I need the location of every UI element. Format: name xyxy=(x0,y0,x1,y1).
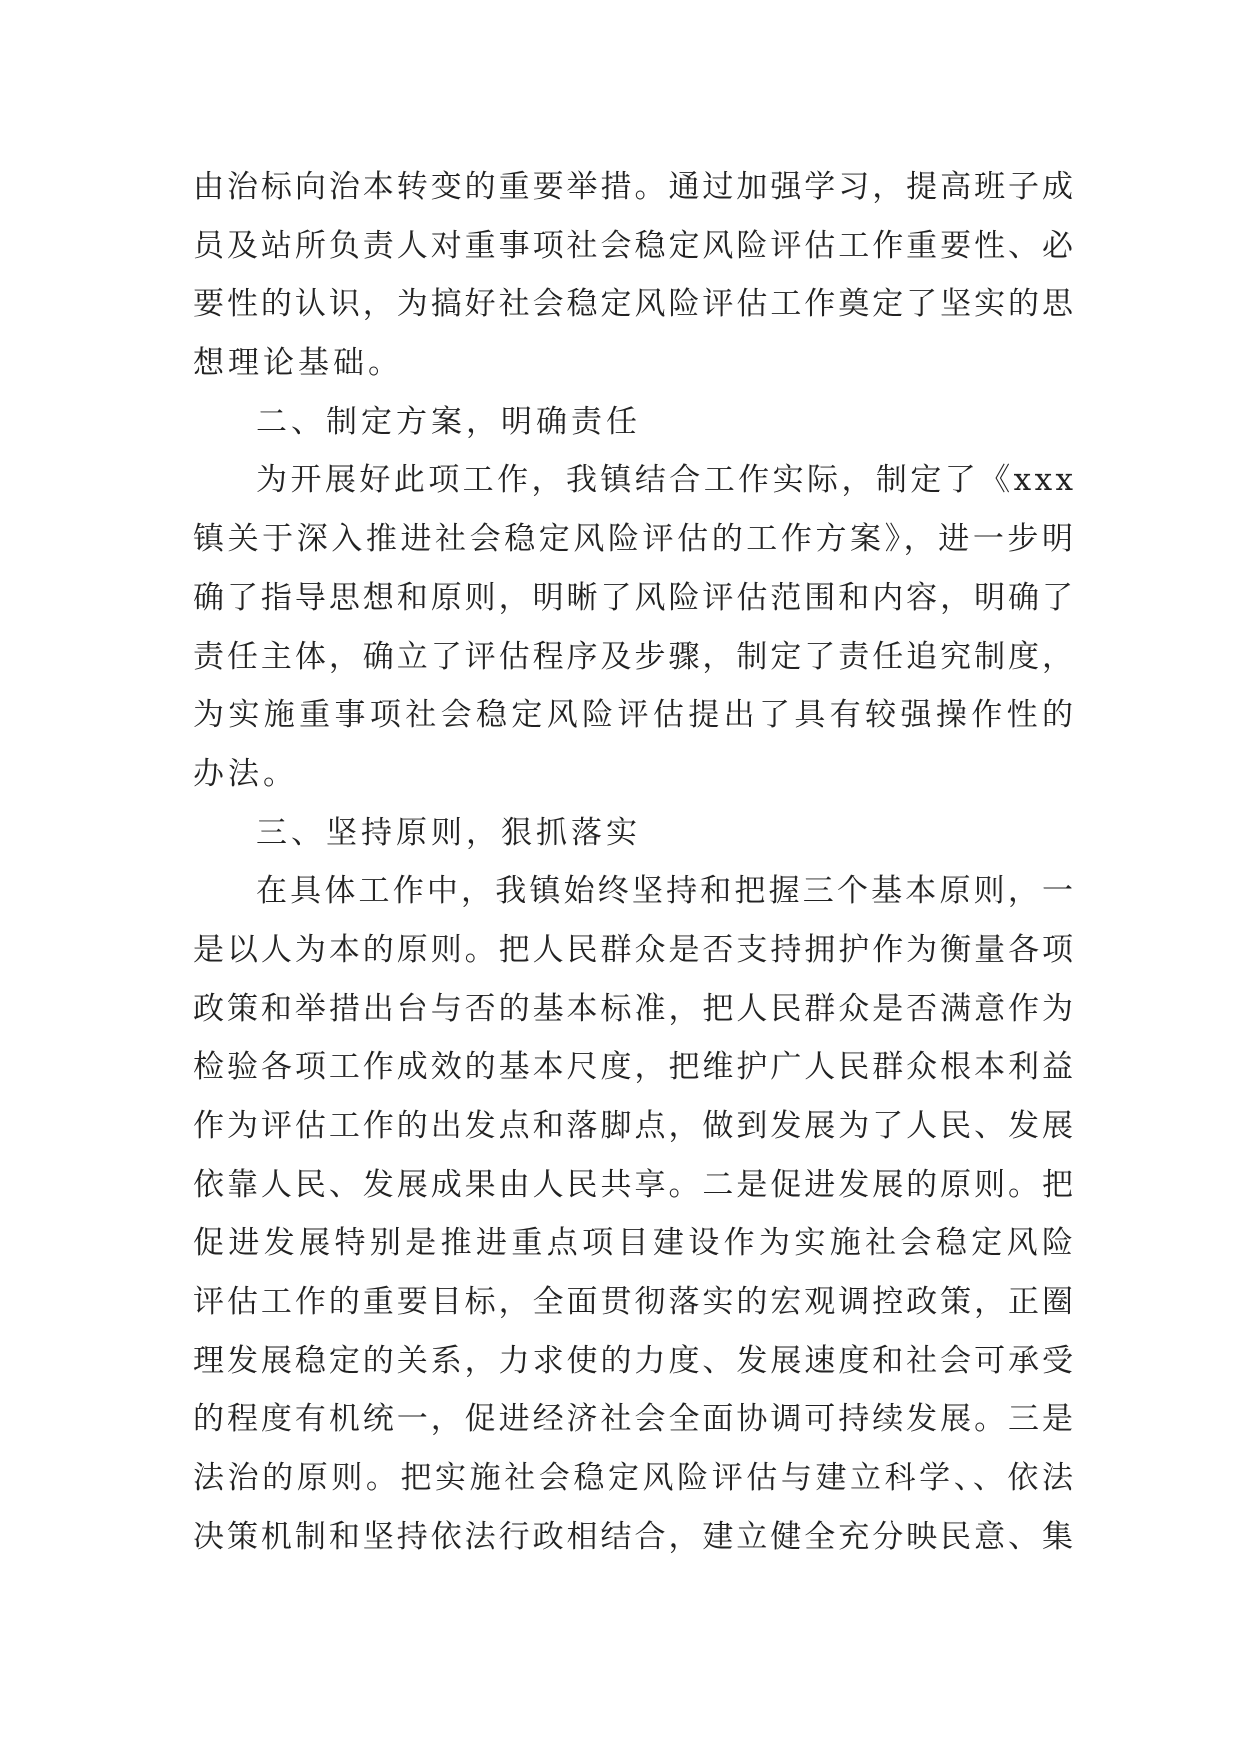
text-line: 为实施重事项社会稳定风险评估提出了具有较强操作性的 xyxy=(193,697,1078,734)
text-line: 是以人为本的原则。把人民群众是否支持拥护作为衡量各项 xyxy=(193,931,1076,968)
text-line: 责任主体，确立了评估程序及步骤，制定了责任追究制度， xyxy=(193,638,1076,675)
text-line: 政策和举措出台与否的基本标准，把人民群众是否满意作为 xyxy=(193,990,1076,1027)
text-line: 员及站所负责人对重事项社会稳定风险评估工作重要性、必 xyxy=(193,227,1076,264)
text-line: 镇关于深入推进社会稳定风险评估的工作方案》，进一步明 xyxy=(193,521,1077,558)
text-line: 评估工作的重要目标，全面贯彻落实的宏观调控政策，正圈 xyxy=(193,1284,1076,1321)
text-line: 的程度有机统一，促进经济社会全面协调可持续发展。三是 xyxy=(193,1401,1076,1438)
text-line: 要性的认识，为搞好社会稳定风险评估工作奠定了坚实的思 xyxy=(193,286,1076,323)
text-line: 促进发展特别是推进重点项目建设作为实施社会稳定风险 xyxy=(193,1225,1078,1262)
text-line: 办法。 xyxy=(193,755,298,792)
document-body xyxy=(193,158,1078,1567)
text-line: 检验各项工作成效的基本尺度，把维护广人民群众根本利益 xyxy=(193,1049,1076,1086)
text-line: 决策机制和坚持依法行政相结合，建立健全充分映民意、集 xyxy=(193,1518,1076,1555)
text-line: 依靠人民、发展成果由人民共享。二是促进发展的原则。把 xyxy=(193,1166,1076,1203)
text-line: 理发展稳定的关系，力求使的力度、发展速度和社会可承受 xyxy=(193,1342,1076,1379)
text-line: 为开展好此项工作，我镇结合工作实际，制定了《xxx xyxy=(256,462,1077,499)
text-line: 确了指导思想和原则，明晰了风险评估范围和内容，明确了 xyxy=(193,579,1076,616)
section-heading: 二、制定方案，明确责任 xyxy=(256,403,641,440)
text-line: 由治标向治本转变的重要举措。通过加强学习，提高班子成 xyxy=(193,169,1076,205)
text-line: 想理论基础。 xyxy=(193,345,403,382)
text-line: 作为评估工作的出发点和落脚点，做到发展为了人民、发展 xyxy=(193,1108,1076,1144)
section-heading: 三、坚持原则，狠抓落实 xyxy=(256,814,641,851)
text-line: 法治的原则。把实施社会稳定风险评估与建立科学、、依法 xyxy=(193,1460,1077,1497)
text-line: 在具体工作中，我镇始终坚持和把握三个基本原则，一 xyxy=(256,873,1077,910)
